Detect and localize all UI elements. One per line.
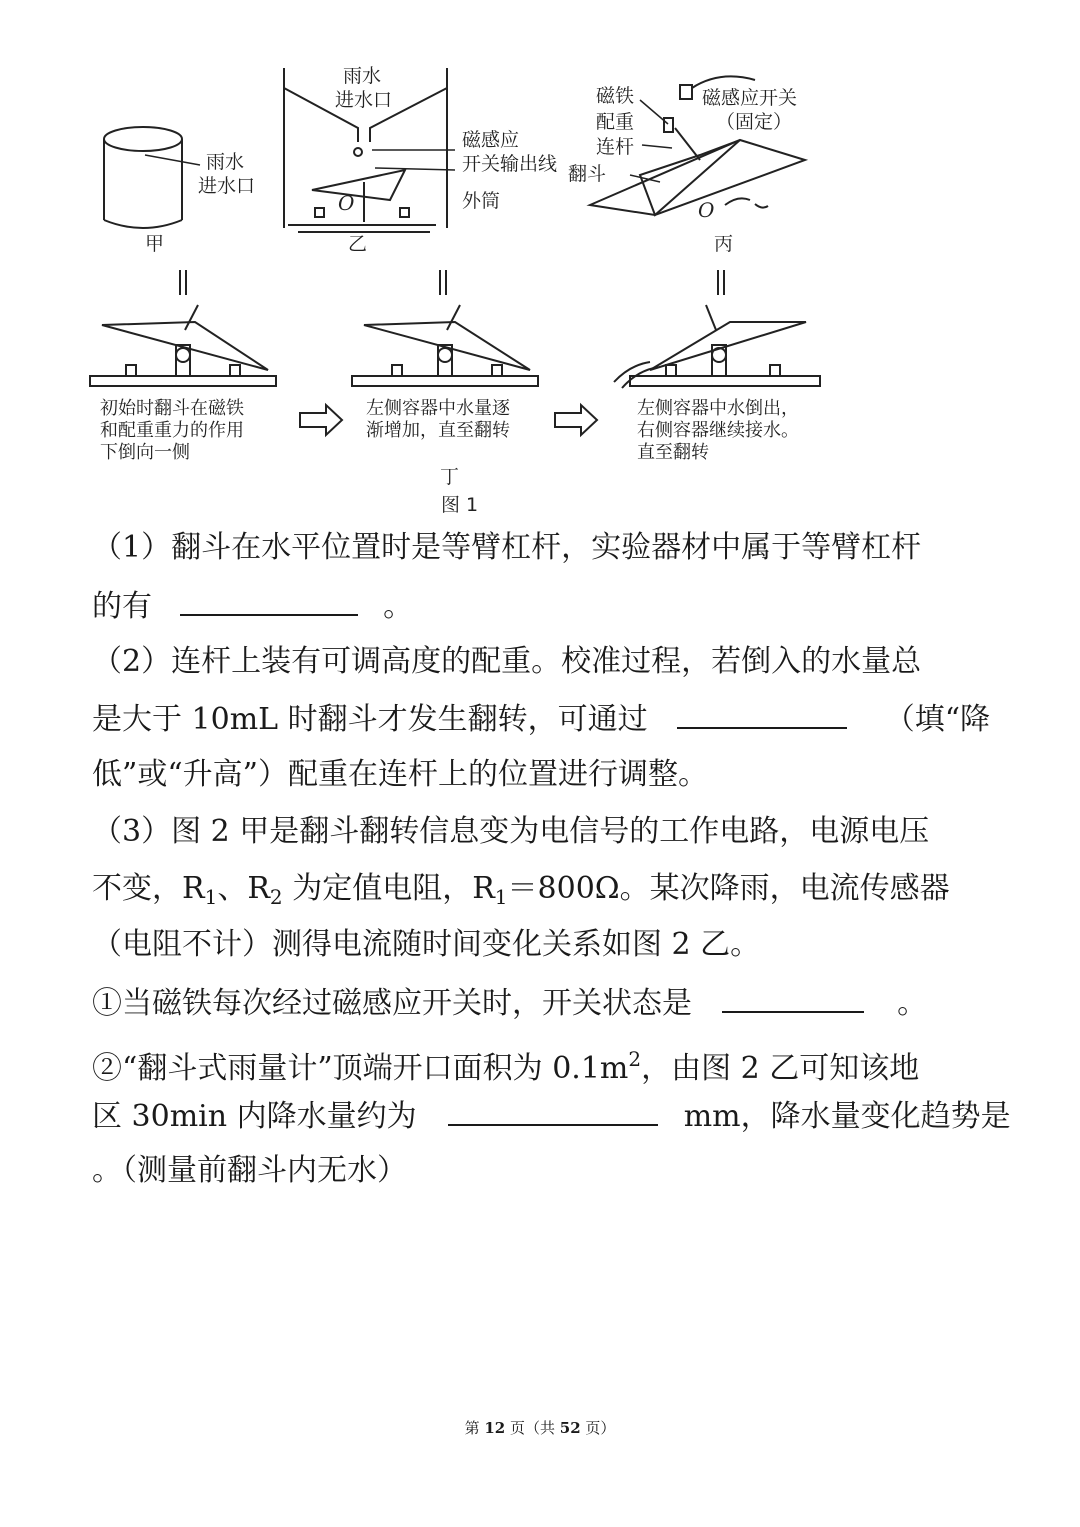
q1-line2 <box>92 590 413 622</box>
area-superscript: 2 <box>628 1047 642 1071</box>
q1-line2-text: 的有 <box>92 589 152 624</box>
bing-fixed: （固定） <box>716 111 793 133</box>
q3b-line2-text: 区 30min 内降水量约为 <box>92 1099 417 1134</box>
ding-stage-2-diagram <box>352 270 538 386</box>
arrow-right-1 <box>300 405 342 435</box>
q3b-line2 <box>92 1100 1011 1132</box>
ding-caption: 丁 <box>440 466 460 488</box>
ding-step2-line2: 渐增加，直至翻转 <box>366 420 510 441</box>
q2-answer-blank[interactable] <box>677 703 847 729</box>
cylinder-jia-diagram <box>104 127 200 228</box>
r1-subscript: 1 <box>204 885 218 909</box>
bing-caption: 丙 <box>714 233 734 255</box>
arrow-right-2 <box>555 405 597 435</box>
q2-line2 <box>92 703 990 735</box>
q3-line3: （电阻不计）测得电流随时间变化关系如图 2 乙。 <box>92 927 761 962</box>
q3-line2-part-a: 不变，R <box>92 871 205 906</box>
yi-sensor-1: 磁感应 <box>462 129 520 151</box>
q3b-text-a: ②“翻斗式雨量计”顶端开口面积为 0.1m <box>92 1051 629 1086</box>
ding-step2-line1: 左侧容器中水量逐 <box>366 398 510 419</box>
q3-line2 <box>92 871 950 912</box>
q3a-text: ①当磁铁每次经过磁感应开关时，开关状态是 <box>92 986 692 1021</box>
q3b-text-b: ，由图 2 乙可知该地 <box>641 1051 920 1086</box>
yi-inlet-2: 进水口 <box>335 89 393 111</box>
r2-subscript: 2 <box>269 885 283 909</box>
ding-stage-1-diagram <box>90 270 276 386</box>
q3b-line2-end: mm，降水量变化趋势是 <box>683 1099 1011 1134</box>
q2-line3: 低”或“升高”）配重在连杆上的位置进行调整。 <box>92 757 709 792</box>
bing-bucket: 翻斗 <box>568 163 607 185</box>
q2-line1: （2）连杆上装有可调高度的配重。校准过程，若倒入的水量总 <box>92 644 922 679</box>
ding-step1-line2: 和配重重力的作用 <box>100 420 244 441</box>
q3-line1: （3）图 2 甲是翻斗翻转信息变为电信号的工作电路，电源电压 <box>92 814 930 849</box>
q3a-line <box>92 987 927 1019</box>
q3-line2-part-c: 为定值电阻，R <box>282 871 495 906</box>
q1-line2-end: 。 <box>383 589 414 624</box>
q3b-answer-blank[interactable] <box>448 1100 658 1126</box>
jia-label-1: 雨水 <box>206 151 245 173</box>
footer-mid: 页（共 <box>505 1419 560 1437</box>
yi-caption: 乙 <box>348 233 368 255</box>
bing-switch: 磁感应开关 <box>702 87 798 109</box>
bing-pivot: O <box>698 198 715 222</box>
ding-step1-line1: 初始时翻斗在磁铁 <box>100 398 244 419</box>
figure-1 <box>0 0 1080 525</box>
yi-sensor-2: 开关输出线 <box>462 153 558 175</box>
q3a-answer-blank[interactable] <box>722 987 864 1013</box>
bing-weight: 配重 <box>596 111 635 133</box>
yi-pivot: O <box>338 191 355 215</box>
q3-line2-part-b: 、R <box>217 871 270 906</box>
footer-page-number: 12 <box>484 1419 506 1437</box>
q3b-line1 <box>92 1044 919 1084</box>
ding-stage-3-diagram <box>614 270 820 388</box>
q1-answer-blank[interactable] <box>180 590 358 616</box>
q3b-line3: 。（测量前翻斗内无水） <box>92 1153 407 1188</box>
ding-step3-line1: 左侧容器中水倒出， <box>637 398 799 419</box>
q3a-end: 。 <box>897 986 928 1021</box>
bing-rod: 连杆 <box>596 136 635 158</box>
q1-line1: （1）翻斗在水平位置时是等臂杠杆，实验器材中属于等臂杠杆 <box>92 530 922 565</box>
footer-suffix: 页） <box>580 1419 616 1437</box>
bing-magnet: 磁铁 <box>596 85 635 107</box>
q3-line2-part-d: ＝800Ω。某次降雨，电流传感器 <box>507 871 950 906</box>
page-footer <box>0 1417 1080 1438</box>
yi-inlet-1: 雨水 <box>343 65 382 87</box>
jia-label-2: 进水口 <box>198 175 256 197</box>
ding-step3-line2: 右侧容器继续接水。 <box>637 420 799 441</box>
jia-caption: 甲 <box>145 233 165 255</box>
q2-line2-end: （填“降 <box>884 702 991 737</box>
r1-subscript-2: 1 <box>494 885 508 909</box>
ding-step1-line3: 下倒向一侧 <box>100 442 190 463</box>
footer-total-pages: 52 <box>559 1419 581 1437</box>
footer-prefix: 第 <box>464 1419 485 1437</box>
yi-shell: 外筒 <box>462 190 501 212</box>
figure-title: 图 1 <box>441 494 479 516</box>
q2-line2-text: 是大于 10mL 时翻斗才发生翻转，可通过 <box>92 702 648 737</box>
ding-step3-line3: 直至翻转 <box>637 442 709 463</box>
